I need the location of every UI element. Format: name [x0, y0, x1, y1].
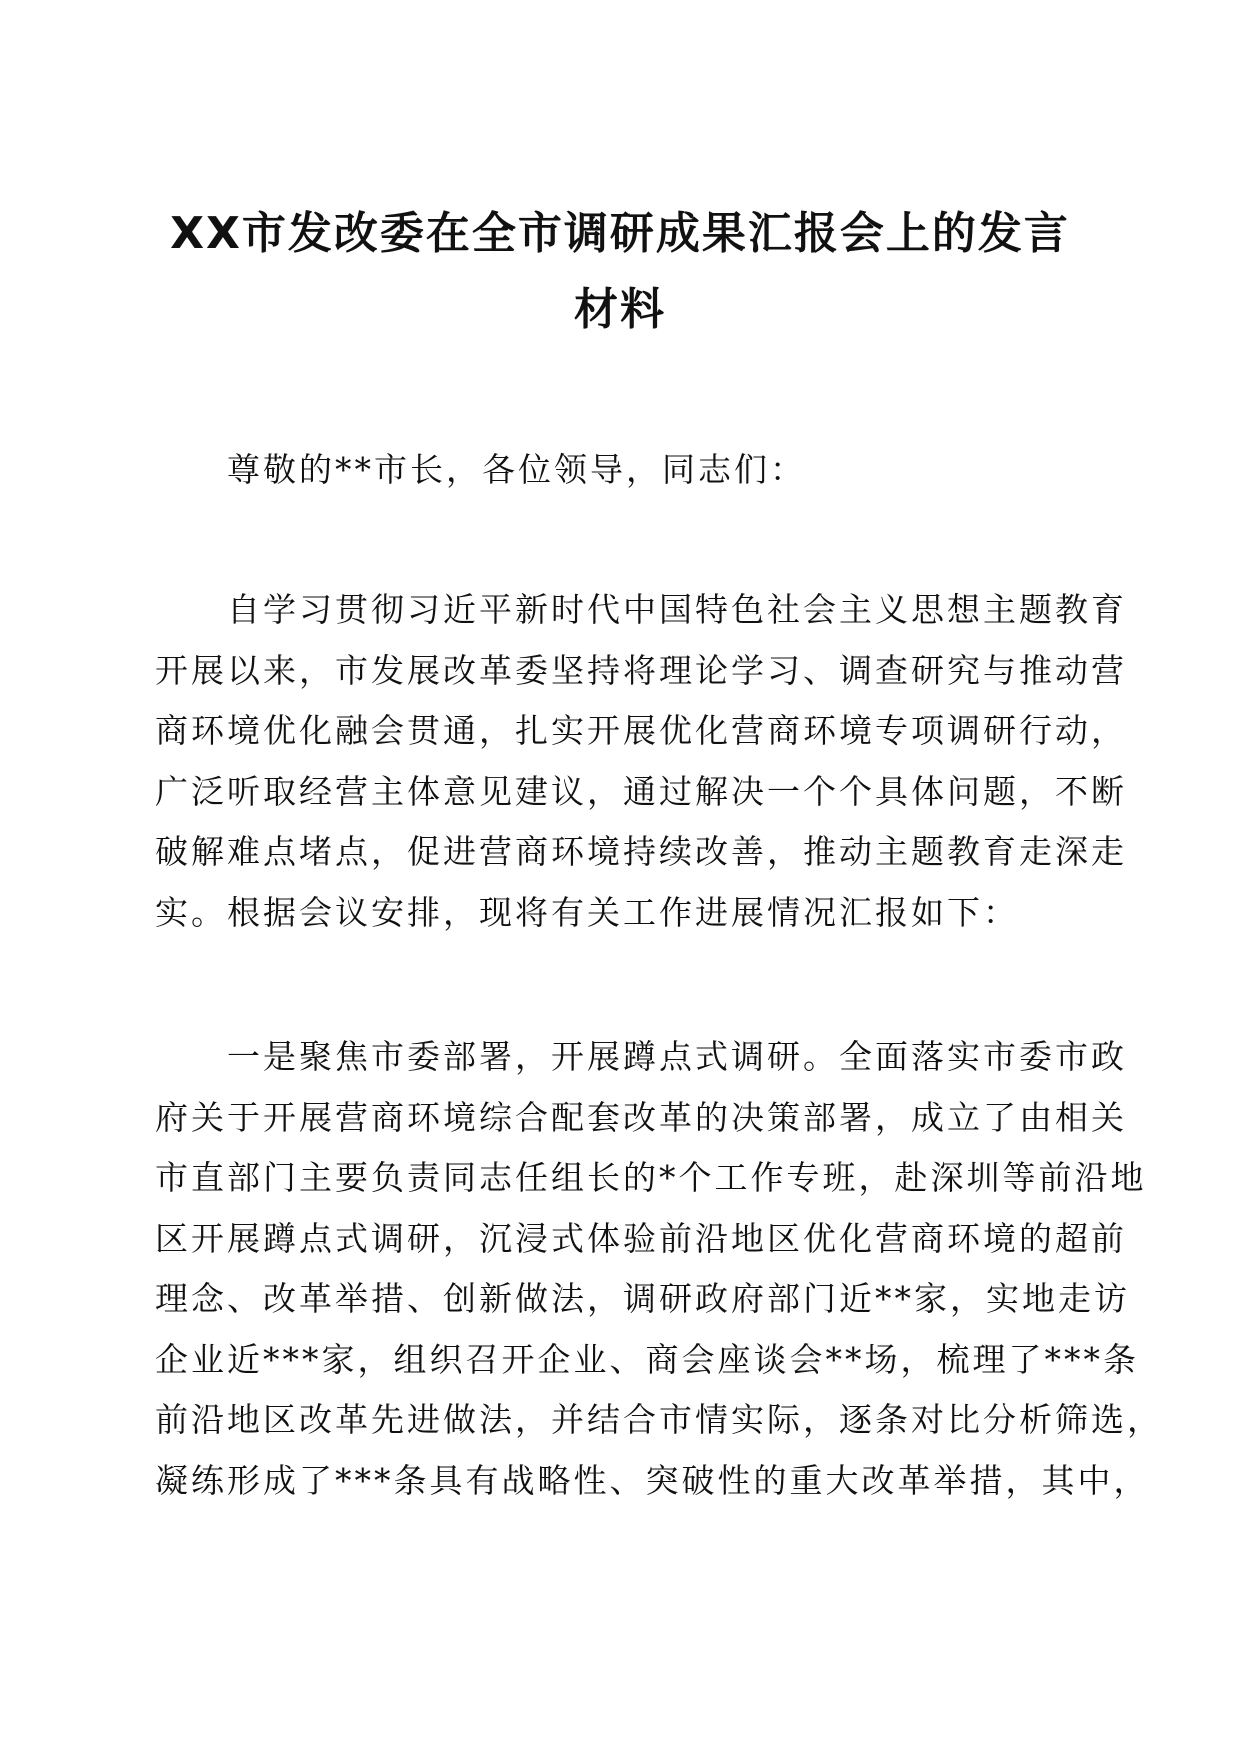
paragraph-intro	[155, 580, 1127, 943]
text-line: 理念、改革举措、创新做法，调研政府部门近**家，实地走访	[155, 1279, 1130, 1318]
text-line: 凝练形成了***条具有战略性、突破性的重大改革举措，其中，	[155, 1460, 1150, 1500]
text-line: 商环境优化融会贯通，扎实开展优化营商环境专项调研行动，	[155, 711, 1127, 750]
text-line: 一是聚焦市委部署，开展蹲点式调研。全面落实市委市政	[227, 1037, 1127, 1076]
document-title	[150, 196, 1090, 348]
text-line: 自学习贯彻习近平新时代中国特色社会主义思想主题教育	[227, 590, 1127, 629]
text-line: 实。根据会议安排，现将有关工作进展情况汇报如下：	[155, 892, 1019, 932]
text-line: 市直部门主要负责同志任组长的*个工作专班，赴深圳等前沿地	[155, 1158, 1147, 1197]
salutation-text: 尊敬的**市长，各位领导，同志们：	[227, 450, 806, 489]
text-line: 前沿地区改革先进做法，并结合市情实际，逐条对比分析筛选，	[155, 1400, 1163, 1439]
text-line: 府关于开展营商环境综合配套改革的决策部署，成立了由相关	[155, 1097, 1127, 1137]
text-line: 企业近***家，组织召开企业、商会座谈会**场，梳理了***条	[155, 1339, 1139, 1379]
text-line: 开展以来，市发展改革委坚持将理论学习、调查研究与推动营	[155, 650, 1127, 690]
text-line: 破解难点堵点，促进营商环境持续改善，推动主题教育走深走	[155, 832, 1127, 871]
text-line: 区开展蹲点式调研，沉浸式体验前沿地区优化营商环境的超前	[155, 1218, 1127, 1258]
title-line: XX市发改委在全市调研成果汇报会上的发言	[170, 208, 1070, 259]
text-line: 广泛听取经营主体意见建议，通过解决一个个具体问题，不断	[155, 771, 1127, 811]
paragraph-point-one	[155, 1027, 1163, 1511]
title-line: 材料	[574, 284, 666, 335]
salutation	[155, 440, 1080, 501]
